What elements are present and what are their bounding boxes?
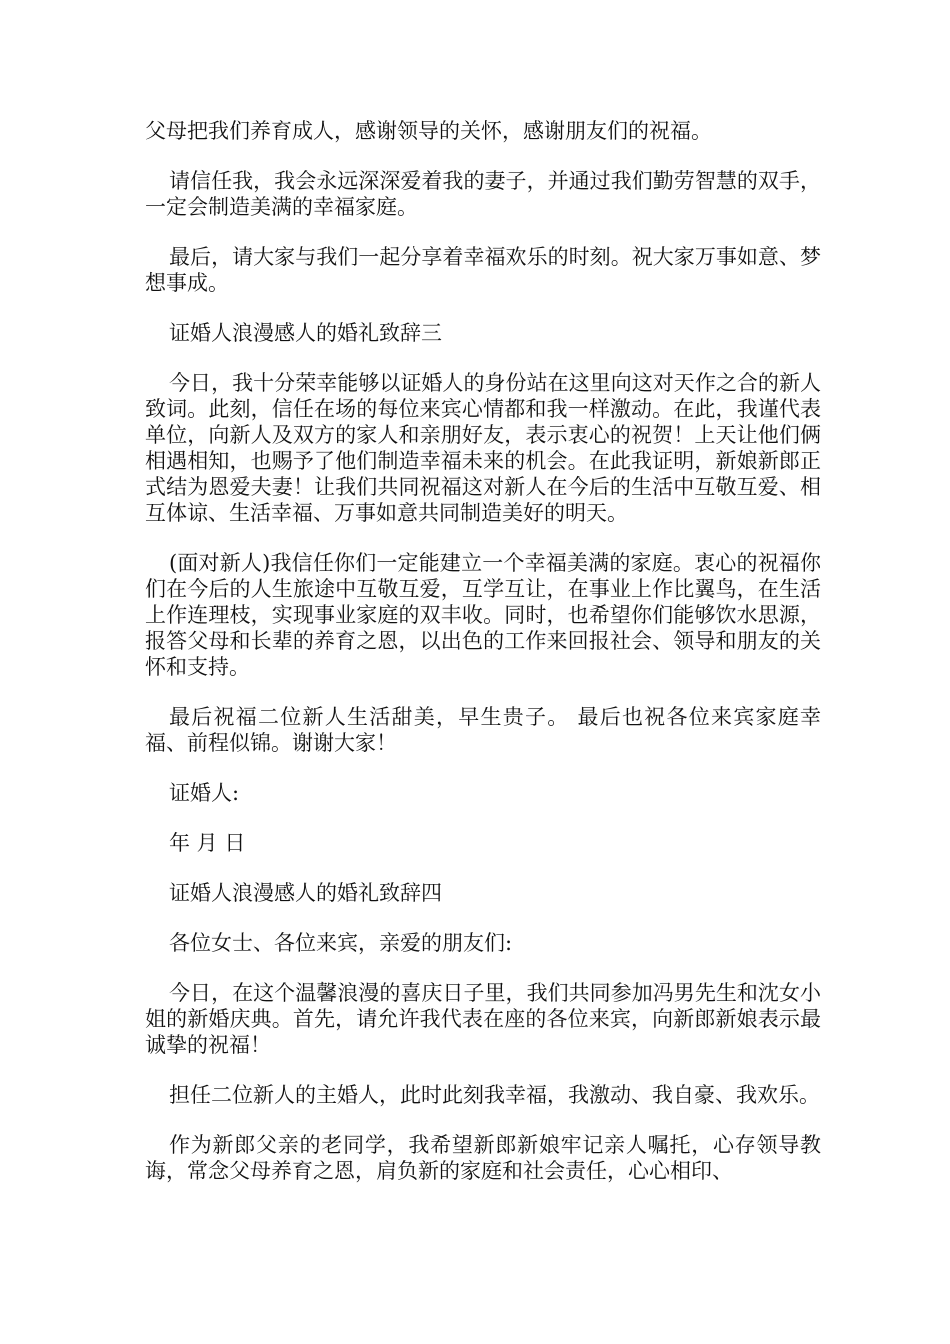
- paragraph-promise: 请信任我，我会永远深深爱着我的妻子，并通过我们勤劳智慧的双手，一定会制造美满的幸福家庭。: [145, 169, 821, 219]
- paragraph-to-couple: (面对新人)我信任你们一定能建立一个幸福美满的家庭。衷心的祝福你们在今后的人生旅途中互敬互爱，互学互让，在事业上作比翼鸟，在生活上作连理枝，实现事业家庭的双丰收。同时，也希望你们能够饮水思源，报答父母和长辈的养育之恩，以出色的工作来回报社会、领导和朋友的关怀和支持。: [145, 551, 821, 679]
- paragraph-hopes: 作为新郎父亲的老同学，我希望新郎新娘牢记亲人嘱托，心存领导教诲，常念父母养育之恩，肩负新的家庭和社会责任，心心相印、: [145, 1133, 821, 1183]
- date-line: 年 月 日: [169, 831, 246, 855]
- paragraph-officiant: 担任二位新人的主婚人，此时此刻我幸福，我激动、我自豪、我欢乐。: [169, 1083, 820, 1107]
- section-heading-three: 证婚人浪漫感人的婚礼致辞三: [169, 321, 442, 345]
- paragraph-greeting: 各位女士、各位来宾，亲爱的朋友们:: [169, 931, 513, 955]
- paragraph-closing-wish: 最后，请大家与我们一起分享着幸福欢乐的时刻。祝大家万事如意、梦想事成。: [145, 245, 821, 295]
- paragraph-intro-continuation: 父母把我们养育成人，感谢领导的关怀，感谢朋友们的祝福。: [145, 119, 712, 143]
- paragraph-witness-speech: 今日，我十分荣幸能够以证婚人的身份站在这里向这对天作之合的新人致词。此刻，信任在场的每位来宾心情都和我一样激动。在此，我谨代表单位，向新人及双方的家人和亲朋好友，表示衷心的祝贺！上天让他们俩相遇相知，也赐予了他们制造幸福未来的机会。在此我证明，新娘新郎正式结为恩爱夫妻！让我们共同祝福这对新人在今后的生活中互敬互爱、相互体谅、生活幸福、万事如意共同制造美好的明天。: [145, 371, 821, 525]
- document-page: [145, 118, 821, 1208]
- paragraph-opening: 今日，在这个温馨浪漫的喜庆日子里，我们共同参加冯男先生和沈女小姐的新婚庆典。首先，请允许我代表在座的各位来宾，向新郎新娘表示最诚挚的祝福！: [145, 981, 821, 1057]
- paragraph-final-blessing: 最后祝福二位新人生活甜美，早生贵子。 最后也祝各位来宾家庭幸福、前程似锦。谢谢大家！: [145, 705, 821, 755]
- signature-label: 证婚人:: [169, 781, 240, 805]
- section-heading-four: 证婚人浪漫感人的婚礼致辞四: [169, 881, 442, 905]
